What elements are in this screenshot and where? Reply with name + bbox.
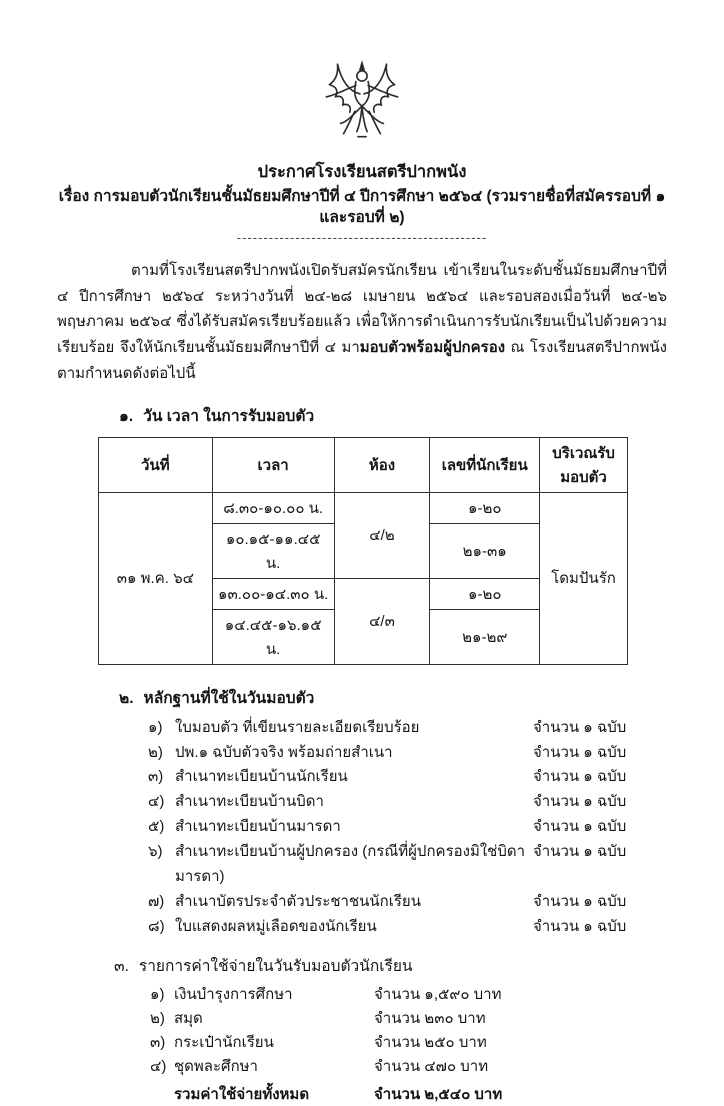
cell-time: ๘.๓๐-๑๐.๐๐ น. — [212, 492, 334, 523]
item-text: สำเนาทะเบียนบ้านผู้ปกครอง (กรณีที่ผู้ปกครองมิใช่บิดามารดา) — [175, 843, 526, 886]
expense-item — [150, 983, 667, 1007]
item-text: สำเนาบัตรประจำตัวประชาชนนักเรียน — [175, 892, 421, 910]
document-subject: เรื่อง การมอบตัวนักเรียนชั้นมัธยมศึกษาปีที่ ๔ ปีการศึกษา ๒๕๖๔ (รวมรายชื่อที่สมัครรอบที่ ๑ และรอบที่ ๒) — [58, 188, 666, 227]
item-number: ๕) — [148, 818, 165, 836]
item-number: ๑) — [150, 985, 165, 1003]
item-number: ๔) — [148, 793, 165, 811]
item-number: ๑) — [148, 718, 163, 736]
total-label: รวมค่าใช้จ่ายทั้งหมด — [174, 1085, 310, 1103]
schedule-header-row — [99, 437, 628, 492]
item-number: ๓) — [148, 768, 164, 786]
col-header-time: เวลา — [212, 437, 334, 492]
cell-numbers: ๑-๒๐ — [430, 492, 540, 523]
cell-time: ๑๐.๑๕-๑๑.๔๕ น. — [212, 523, 334, 578]
item-number: ๗) — [148, 892, 165, 910]
item-number: ๒) — [148, 743, 163, 761]
section3-number: ๓. — [114, 957, 129, 975]
document-item — [148, 915, 667, 940]
garuda-emblem-icon — [313, 136, 411, 153]
intro-paragraph — [57, 258, 667, 387]
section1-number: ๑. — [119, 407, 134, 425]
item-amount: จำนวน ๒๓๐ บาท — [374, 1009, 486, 1027]
item-quantity: จำนวน ๑ ฉบับ — [533, 793, 627, 811]
section2-heading-label: หลักฐานที่ใช้ในวันมอบตัว — [143, 689, 315, 707]
section3-heading — [114, 953, 667, 978]
item-quantity: จำนวน ๑ ฉบับ — [533, 768, 627, 786]
col-header-venue: บริเวณรับมอบตัว — [540, 437, 628, 492]
item-amount: จำนวน ๒๕๐ บาท — [374, 1033, 487, 1051]
intro-text-emphasis: มอบตัวพร้อมผู้ปกครอง — [359, 339, 506, 357]
item-quantity: จำนวน ๑ ฉบับ — [533, 892, 627, 910]
document-item — [148, 716, 667, 741]
expense-item — [150, 1007, 667, 1031]
item-text: เงินบำรุงการศึกษา — [174, 985, 293, 1003]
item-text: สำเนาทะเบียนบ้านนักเรียน — [175, 768, 348, 786]
item-text: สำเนาทะเบียนบ้านมารดา — [175, 818, 341, 836]
cell-numbers: ๒๑-๒๙ — [430, 609, 540, 664]
intro-text-lead: ตามที่โรงเรียนสตรีปากพนังเปิดรับสมัครนักเรียน เข้าเรียนในระดับชั้นมัธยมศึกษาปีที่ ๔ ปีการศึกษา ๒๕๖๔ ระหว่างวันที่ ๒๔-๒๘ เมษายน ๒๕๖๔ และรอบสองเมื่อวันที่ ๒๔-๒๖ พฤษภาคม ๒๕๖๔ ซึ่งได้รับสมัครเรียบร้อยแล้ว เพื่อให้การดำเนินการรับนักเรียนเป็นไปด้วยความเรียบร้อย จึงให้นักเรียนชั้นมัธยมศึกษาปีที่ ๔ มา — [57, 261, 667, 357]
intro-text-tail: ณ โรงเรียนสตรีปากพนัง ตามกำหนดดังต่อไปนี้ — [57, 339, 667, 382]
col-header-student-number: เลขที่นักเรียน — [430, 437, 540, 492]
item-quantity: จำนวน ๑ ฉบับ — [533, 718, 627, 736]
col-header-date: วันที่ — [99, 437, 213, 492]
item-text: สำเนาทะเบียนบ้านบิดา — [175, 793, 324, 811]
document-item — [148, 765, 667, 790]
expense-total-row — [174, 1082, 667, 1106]
document-item — [148, 741, 667, 766]
item-number: ๖) — [148, 843, 163, 861]
item-number: ๒) — [150, 1009, 165, 1027]
item-quantity: จำนวน ๑ ฉบับ — [533, 818, 627, 836]
section2-number: ๒. — [119, 689, 134, 707]
cell-time: ๑๔.๔๕-๑๖.๑๕ น. — [212, 609, 334, 664]
item-text: ใบมอบตัว ที่เขียนรายละเอียดเรียบร้อย — [175, 718, 420, 736]
section1-heading — [119, 403, 667, 428]
document-title: ประกาศโรงเรียนสตรีปากพนัง — [257, 163, 467, 181]
item-amount: จำนวน ๑,๕๙๐ บาท — [374, 985, 502, 1003]
item-text: สมุด — [174, 1009, 203, 1027]
cell-numbers: ๑-๒๐ — [430, 578, 540, 609]
document-item — [148, 790, 667, 815]
item-number: ๔) — [150, 1057, 167, 1075]
schedule-table — [98, 437, 628, 665]
item-quantity: จำนวน ๑ ฉบับ — [533, 843, 627, 861]
cell-time: ๑๓.๐๐-๑๔.๓๐ น. — [212, 578, 334, 609]
cell-room: ๔/๒ — [334, 492, 430, 578]
total-amount: จำนวน ๒,๕๔๐ บาท — [374, 1085, 503, 1103]
cell-room: ๔/๓ — [334, 578, 430, 664]
cell-numbers: ๒๑-๓๑ — [430, 523, 540, 578]
item-number: ๓) — [150, 1033, 166, 1051]
expense-list — [57, 983, 667, 1106]
emblem-container — [57, 0, 667, 151]
item-text: ชุดพละศึกษา — [174, 1057, 258, 1075]
item-text: ใบแสดงผลหมู่เลือดของนักเรียน — [175, 917, 377, 935]
document-item — [148, 815, 667, 840]
section3-heading-label: รายการค่าใช้จ่ายในวันรับมอบตัวนักเรียน — [138, 957, 413, 975]
expense-item — [150, 1031, 667, 1055]
col-header-room: ห้อง — [334, 437, 430, 492]
item-text: ปพ.๑ ฉบับตัวจริง พร้อมถ่ายสำเนา — [175, 743, 393, 761]
section2-heading — [119, 685, 667, 710]
cell-date: ๓๑ พ.ค. ๖๔ — [99, 492, 213, 664]
required-documents-list — [57, 716, 667, 940]
item-quantity: จำนวน ๑ ฉบับ — [533, 917, 627, 935]
section1-heading-label: วัน เวลา ในการรับมอบตัว — [143, 407, 315, 425]
item-number: ๘) — [148, 917, 165, 935]
expense-item — [150, 1055, 667, 1079]
document-item — [148, 840, 667, 890]
cell-venue: โดมปันรัก — [540, 492, 628, 664]
document-item — [148, 890, 667, 915]
dashed-divider: ----------------------------------------------- — [236, 230, 488, 246]
item-text: กระเป๋านักเรียน — [174, 1033, 274, 1051]
item-quantity: จำนวน ๑ ฉบับ — [533, 743, 627, 761]
item-amount: จำนวน ๔๗๐ บาท — [374, 1057, 489, 1075]
schedule-row — [99, 492, 628, 523]
